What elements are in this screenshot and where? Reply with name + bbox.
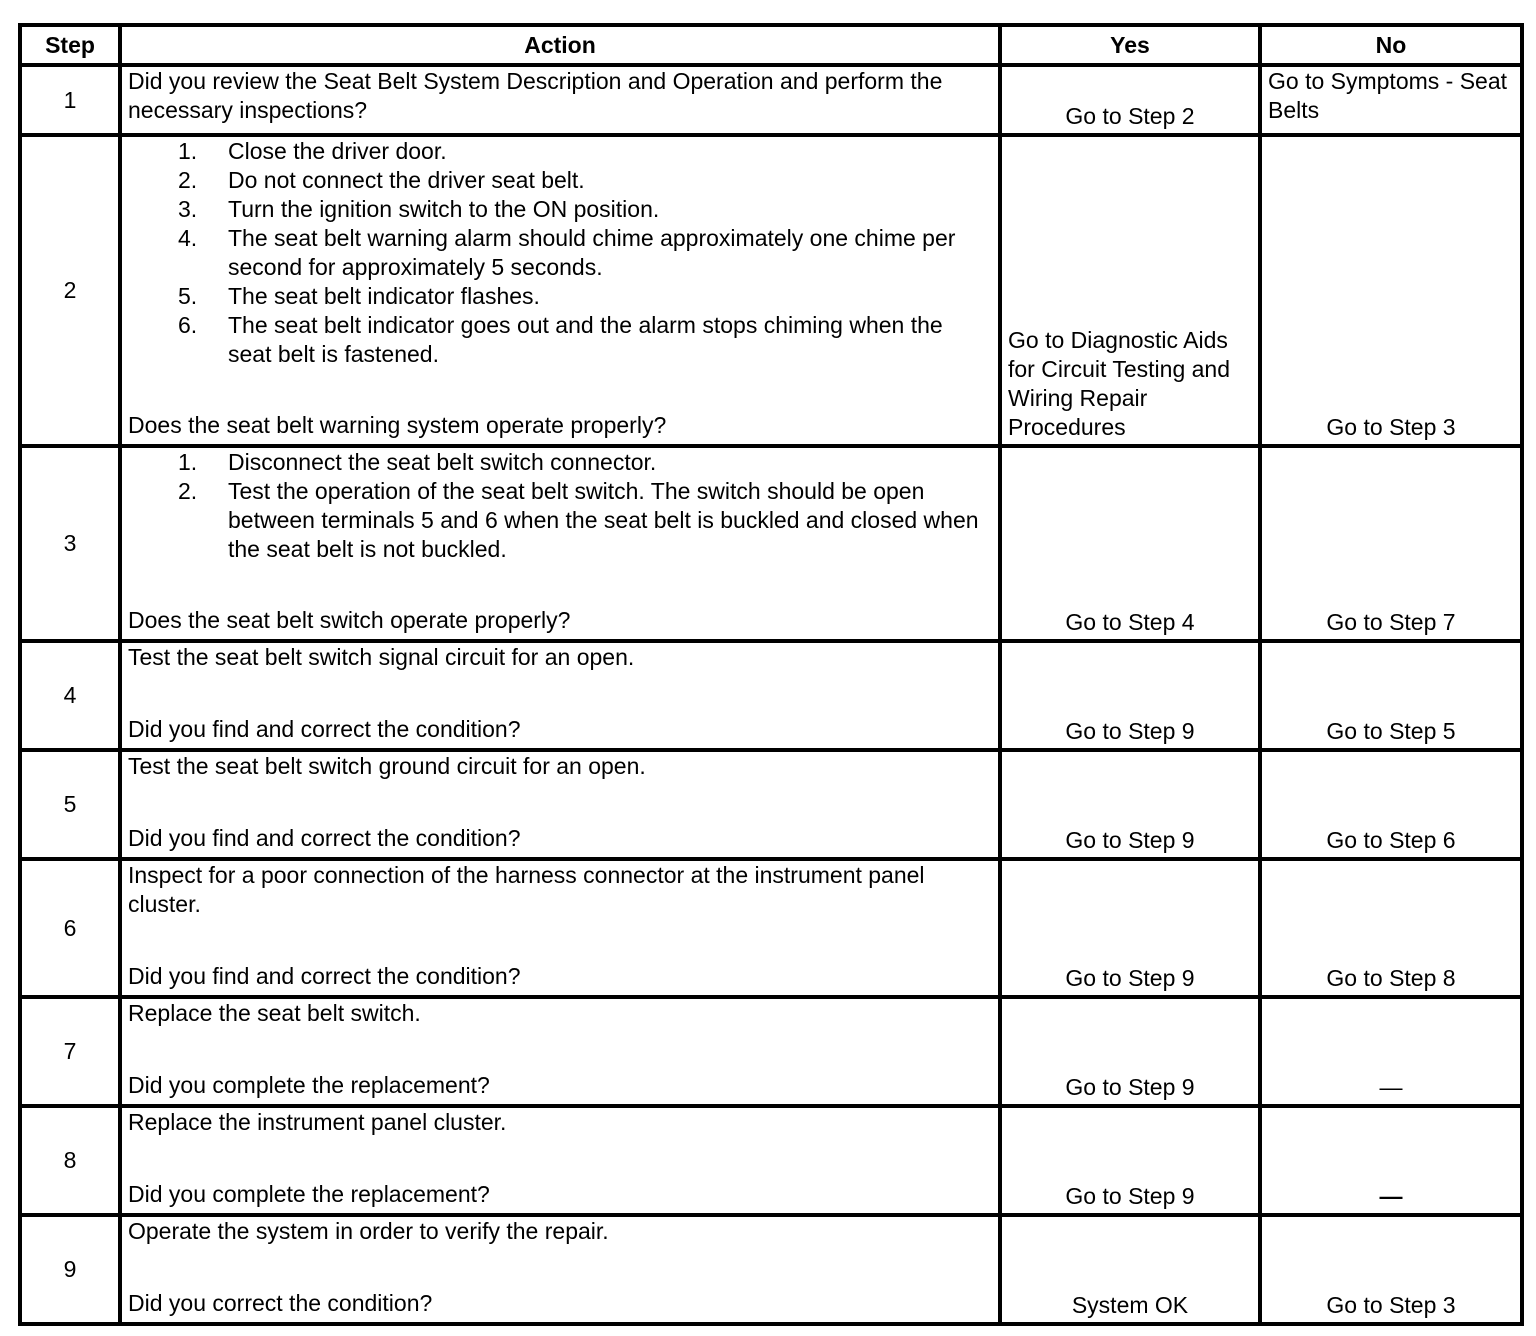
- list-item: 3. Turn the ignition switch to the ON position.: [178, 196, 660, 222]
- action-question: Does the seat belt switch operate properly?: [128, 607, 571, 633]
- step-number: 9: [20, 1215, 120, 1324]
- action-lead: Replace the instrument panel cluster.: [128, 1109, 507, 1135]
- action-question: Did you complete the replacement?: [128, 1181, 490, 1207]
- table-row: [20, 135, 1522, 446]
- action-cell: [120, 65, 1000, 135]
- yes-cell: Go to Step 4: [1000, 446, 1260, 641]
- action-lead: Inspect for a poor connection of the harness connector at the instrument panel cluster.: [128, 862, 925, 917]
- no-cell: Go to Step 3: [1260, 135, 1522, 446]
- yes-cell: Go to Step 9: [1000, 1106, 1260, 1215]
- header-no: No: [1260, 25, 1522, 65]
- action-cell: [120, 750, 1000, 859]
- action-cell: [120, 641, 1000, 750]
- action-cell: [120, 446, 1000, 641]
- table-row: [20, 997, 1522, 1106]
- yes-cell: Go to Step 9: [1000, 859, 1260, 997]
- step-number: 2: [20, 135, 120, 446]
- diagnostic-table: [18, 23, 1524, 1326]
- header-action: Action: [120, 25, 1000, 65]
- yes-cell: Go to Step 9: [1000, 750, 1260, 859]
- step-number: 5: [20, 750, 120, 859]
- list-item: 1. Close the driver door.: [178, 138, 447, 164]
- table-row: [20, 859, 1522, 997]
- list-item: 6. The seat belt indicator goes out and the alarm stops chiming when the seat belt is fastened.: [178, 312, 943, 367]
- no-cell: Go to Symptoms - Seat Belts: [1260, 65, 1522, 135]
- no-cell: Go to Step 3: [1260, 1215, 1522, 1324]
- yes-cell: Go to Step 9: [1000, 997, 1260, 1106]
- table-row: [20, 750, 1522, 859]
- substep-list: [128, 137, 992, 369]
- list-item: 4. The seat belt warning alarm should chime approximately one chime per second for approximately 5 seconds.: [178, 225, 956, 280]
- list-item: 2. Do not connect the driver seat belt.: [178, 167, 585, 193]
- list-item: 2. Test the operation of the seat belt switch. The switch should be open between terminals 5 and 6 when the seat belt is buckled and closed when the seat belt is not buckled.: [178, 478, 979, 562]
- table-row: [20, 641, 1522, 750]
- action-question: Did you find and correct the condition?: [128, 963, 521, 989]
- step-number: 8: [20, 1106, 120, 1215]
- step-number: 6: [20, 859, 120, 997]
- action-lead: Did you review the Seat Belt System Description and Operation and perform the necessary inspections?: [128, 68, 943, 123]
- table-row: [20, 1106, 1522, 1215]
- action-question: Did you find and correct the condition?: [128, 716, 521, 742]
- yes-cell: Go to Diagnostic Aids for Circuit Testing and Wiring Repair Procedures: [1000, 135, 1260, 446]
- no-cell: Go to Step 7: [1260, 446, 1522, 641]
- header-row: [20, 25, 1522, 65]
- step-number: 7: [20, 997, 120, 1106]
- action-cell: [120, 1215, 1000, 1324]
- action-lead: Test the seat belt switch signal circuit for an open.: [128, 644, 635, 670]
- no-cell: —: [1260, 1106, 1522, 1215]
- yes-cell: Go to Step 9: [1000, 641, 1260, 750]
- header-step: Step: [20, 25, 120, 65]
- no-cell: Go to Step 5: [1260, 641, 1522, 750]
- step-number: 3: [20, 446, 120, 641]
- substep-list: [128, 448, 992, 564]
- list-item: 5. The seat belt indicator flashes.: [178, 283, 540, 309]
- action-lead: Replace the seat belt switch.: [128, 1000, 421, 1026]
- action-cell: [120, 1106, 1000, 1215]
- step-number: 1: [20, 65, 120, 135]
- action-cell: [120, 859, 1000, 997]
- action-question: Did you complete the replacement?: [128, 1072, 490, 1098]
- yes-cell: System OK: [1000, 1215, 1260, 1324]
- list-item: 1. Disconnect the seat belt switch connector.: [178, 449, 657, 475]
- header-yes: Yes: [1000, 25, 1260, 65]
- action-question: Did you correct the condition?: [128, 1290, 433, 1316]
- no-cell: —: [1260, 997, 1522, 1106]
- action-lead: Operate the system in order to verify the repair.: [128, 1218, 609, 1244]
- step-number: 4: [20, 641, 120, 750]
- action-cell: [120, 997, 1000, 1106]
- action-lead: Test the seat belt switch ground circuit for an open.: [128, 753, 646, 779]
- table-row: [20, 446, 1522, 641]
- action-question: Does the seat belt warning system operate properly?: [128, 412, 667, 438]
- no-cell: Go to Step 6: [1260, 750, 1522, 859]
- no-cell: Go to Step 8: [1260, 859, 1522, 997]
- action-question: Did you find and correct the condition?: [128, 825, 521, 851]
- yes-cell: Go to Step 2: [1000, 65, 1260, 135]
- action-cell: [120, 135, 1000, 446]
- table-row: [20, 1215, 1522, 1324]
- table-row: [20, 65, 1522, 135]
